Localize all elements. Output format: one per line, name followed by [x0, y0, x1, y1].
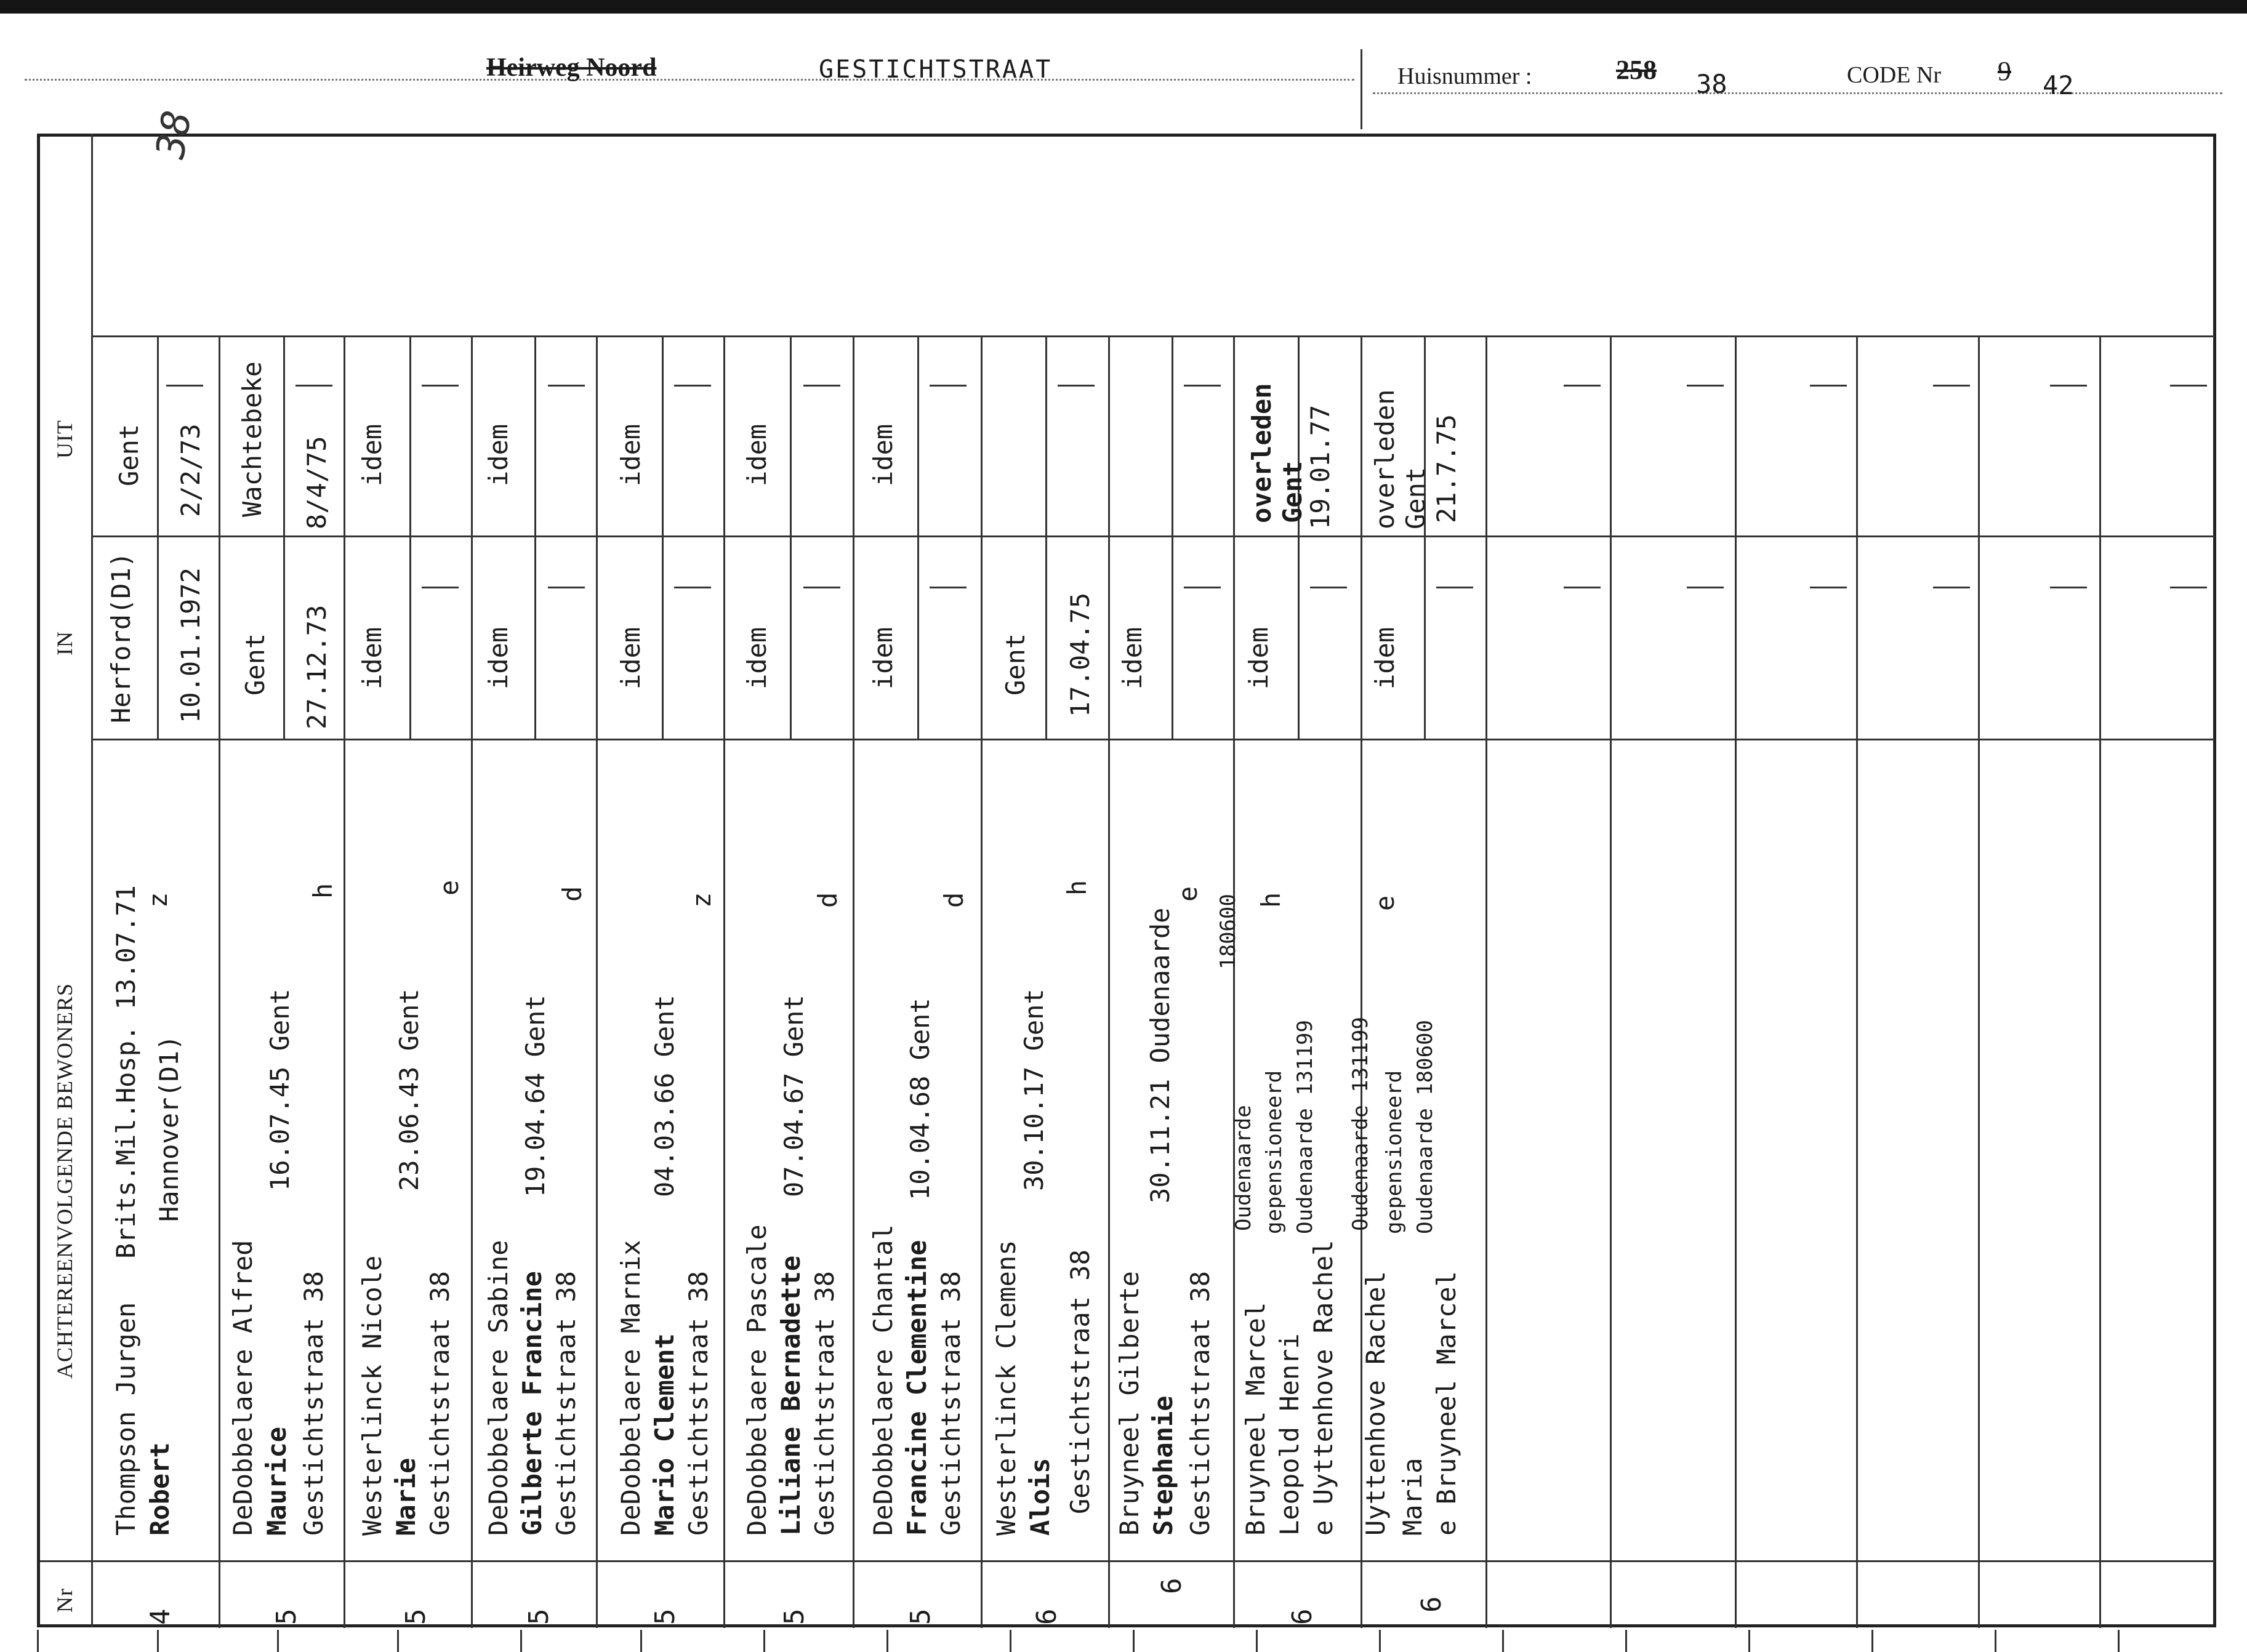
col-divider	[1856, 335, 1858, 1628]
col-divider	[981, 335, 983, 1628]
col-divider	[853, 335, 854, 1628]
resident-sex: h	[1256, 892, 1286, 908]
resident-name-line: Gestichtstraat 38	[551, 1271, 581, 1536]
in-place: Gent	[1000, 633, 1031, 696]
empty-date-dash	[674, 587, 711, 588]
col-divider	[471, 335, 473, 1628]
resident-sex: h	[1062, 880, 1092, 896]
resident-name-line: Stephanie	[1148, 1395, 1178, 1536]
entry-nr: 5	[271, 1608, 302, 1625]
empty-date-dash	[548, 587, 585, 588]
resident-detail-line: 10.04.68 Gent	[905, 998, 935, 1200]
entry-nr: 5	[400, 1608, 432, 1625]
resident-name-line: DeDobbelaere Pascale	[742, 1224, 772, 1536]
half-col-divider	[790, 335, 792, 739]
empty-date-dash	[803, 587, 840, 588]
entry-nr: 6	[1287, 1608, 1318, 1625]
resident-name-line: DeDobbelaere Alfred	[228, 1240, 258, 1536]
resident-name-line: Maria	[1397, 1458, 1428, 1536]
col-divider	[1735, 335, 1737, 1628]
resident-name-line: Westerlinck Clemens	[991, 1240, 1021, 1536]
half-col-divider	[283, 335, 285, 739]
resident-name-line: Gestichtstraat 38	[425, 1271, 455, 1536]
bottom-tick	[2118, 1630, 2120, 1652]
resident-sex: d	[813, 892, 843, 908]
bottom-tick	[1748, 1630, 1750, 1652]
resident-name-line: Maurice	[262, 1426, 292, 1536]
entry-nr: 5	[523, 1608, 555, 1625]
bottom-tick	[1995, 1630, 1996, 1652]
uit-place: Wachtebeke	[237, 361, 267, 517]
half-col-divider	[534, 335, 536, 739]
bottom-tick	[1379, 1630, 1381, 1652]
uit-date: 8/4/75	[302, 436, 332, 529]
code-old: 9	[1998, 56, 2011, 86]
resident-sex: z	[686, 892, 717, 908]
col-divider	[2099, 335, 2101, 1628]
empty-date-dash	[166, 385, 203, 387]
empty-date-dash	[2050, 587, 2087, 588]
resident-name-line: Gestichtstraat 38	[1185, 1271, 1215, 1536]
empty-date-dash	[1687, 587, 1724, 588]
huisnummer-old: 258	[1616, 55, 1657, 85]
resident-name-line: Robert	[145, 1442, 175, 1536]
bottom-tick	[640, 1630, 642, 1652]
col-divider	[723, 335, 725, 1628]
uit-place: idem	[742, 423, 772, 486]
half-col-divider	[409, 335, 411, 739]
resident-name-line: DeDobbelaere Chantal	[868, 1224, 898, 1536]
in-bewoners-line	[92, 739, 2215, 740]
in-place: idem	[868, 627, 898, 689]
uit-place: idem	[483, 423, 513, 486]
code-new: 42	[2043, 70, 2074, 100]
col-divider	[1233, 335, 1235, 1628]
resident-detail-line: 16.07.45 Gent	[265, 988, 295, 1191]
empty-date-dash	[422, 587, 459, 588]
resident-detail-line: Oudenaarde 131199	[1293, 1020, 1317, 1234]
in-place: Herford(D1)	[106, 551, 136, 723]
in-place: idem	[742, 627, 772, 689]
bottom-tick	[1256, 1630, 1258, 1652]
col-label-bewoners: ACHTEREENVOLGENDE BEWONERS	[52, 983, 77, 1379]
uit-date: 21.7.75	[1431, 414, 1461, 523]
header-dotted-line-right	[1373, 92, 2222, 94]
resident-detail-line: 180600	[1216, 894, 1240, 969]
resident-name-line: Bruyneel Gilberte	[1114, 1271, 1144, 1536]
empty-date-dash	[1810, 385, 1847, 387]
in-place: idem	[357, 627, 387, 689]
in-date: 17.04.75	[1065, 592, 1095, 717]
col-divider	[344, 335, 345, 1628]
entry-nr: 5	[779, 1608, 810, 1625]
resident-name-line: Alois	[1025, 1458, 1055, 1536]
empty-date-dash	[2170, 587, 2207, 588]
col-label-in: IN	[52, 631, 77, 656]
huisnummer-new: 38	[1696, 69, 1727, 99]
half-col-divider	[157, 335, 159, 739]
entry-nr: 6	[1031, 1608, 1063, 1625]
col-label-nr: Nr	[52, 1588, 77, 1613]
empty-date-dash	[2170, 385, 2207, 387]
bottom-tick	[37, 1630, 39, 1652]
resident-sex: z	[143, 892, 173, 908]
resident-name-line: Gestichtstraat 38	[683, 1271, 713, 1536]
bottom-tick	[1133, 1630, 1135, 1652]
huisnummer-label: Huisnummer :	[1397, 63, 1532, 89]
uit-place: overleden Gent	[1370, 389, 1431, 529]
code-label: CODE Nr	[1847, 62, 1942, 88]
resident-sex: e	[434, 880, 464, 896]
bottom-tick	[1625, 1630, 1627, 1652]
entry-nr: 6	[1156, 1578, 1188, 1594]
resident-detail-line: 07.04.67 Gent	[779, 995, 809, 1197]
resident-sex: e	[1173, 886, 1203, 902]
bottom-tick	[1871, 1630, 1873, 1652]
resident-sex: d	[557, 886, 587, 902]
in-place: idem	[483, 627, 513, 689]
resident-detail-line: 30.11.21 Oudenaarde	[1145, 907, 1175, 1203]
uit-date: 19.01.77	[1305, 404, 1335, 529]
resident-detail-line: Brits.Mil.Hosp. 13.07.71	[111, 885, 141, 1259]
resident-sex: d	[939, 892, 969, 908]
header-divider	[1361, 49, 1362, 129]
col-divider	[1610, 335, 1612, 1628]
resident-name-line: Gestichtstraat 38	[299, 1271, 329, 1536]
col-label-uit: UIT	[52, 420, 77, 459]
in-place: idem	[1117, 627, 1148, 689]
resident-name-line: Marie	[391, 1458, 421, 1536]
in-place: Gent	[240, 633, 270, 696]
resident-name-line: Mario Clement	[649, 1333, 680, 1536]
in-place: idem	[1370, 627, 1400, 689]
empty-date-dash	[930, 385, 967, 387]
empty-date-dash	[1436, 587, 1473, 588]
in-place: idem	[1244, 627, 1274, 689]
header-dotted-line	[25, 79, 1354, 81]
scan-top-edge	[0, 0, 2247, 14]
entry-nr: 5	[905, 1608, 936, 1625]
bottom-tick	[157, 1630, 159, 1652]
col-divider	[596, 335, 598, 1628]
empty-date-dash	[1810, 587, 1847, 588]
empty-date-dash	[1184, 587, 1221, 588]
resident-detail-line: 19.04.64 Gent	[520, 995, 550, 1197]
resident-name-line: DeDobbelaere Marnix	[616, 1240, 646, 1536]
street-name-old: Heirweg Noord	[486, 54, 657, 82]
resident-name-line: Gestichtstraat 38	[810, 1271, 840, 1536]
resident-name-line: DeDobbelaere Sabine	[483, 1240, 513, 1536]
label-column-divider	[91, 134, 93, 1627]
bottom-tick	[763, 1630, 765, 1652]
empty-date-dash	[422, 385, 459, 387]
empty-date-dash	[1933, 587, 1970, 588]
in-place: idem	[616, 627, 646, 689]
empty-date-dash	[548, 385, 585, 387]
bottom-tick	[520, 1630, 522, 1652]
resident-name-line: Bruyneel Marcel	[1240, 1302, 1271, 1536]
resident-detail-line: Oudenaarde 180600	[1413, 1020, 1437, 1234]
bottom-tick	[1010, 1630, 1011, 1652]
entry-nr: 4	[145, 1608, 176, 1625]
empty-date-dash	[674, 385, 711, 387]
resident-name-line: Uyttenhove Rachel	[1361, 1271, 1391, 1536]
margin-note: 38	[148, 107, 201, 162]
street-name-new: GESTICHTSTRAAT	[819, 55, 1053, 84]
resident-name-line: Francine Clementine	[902, 1240, 932, 1536]
resident-detail-line: 04.03.66 Gent	[649, 995, 680, 1197]
resident-detail-line: gepensioneerd	[1382, 1070, 1407, 1234]
empty-date-dash	[1058, 385, 1095, 387]
resident-detail-line: 23.06.43 Gent	[394, 988, 424, 1191]
uit-place: overleden Gent	[1247, 383, 1308, 523]
empty-date-dash	[1310, 587, 1347, 588]
resident-name-line: Liliane Bernadette	[776, 1255, 806, 1536]
resident-detail-line: gepensioneerd	[1262, 1070, 1287, 1234]
resident-name-line: Leopold Henri	[1274, 1333, 1304, 1536]
col-divider	[219, 335, 220, 1628]
empty-date-dash	[1184, 385, 1221, 387]
uit-place: Gent	[114, 423, 144, 486]
resident-detail-line: 30.10.17 Gent	[1019, 988, 1049, 1191]
resident-detail-line: Oudenaarde	[1231, 1105, 1256, 1231]
col-divider	[1108, 335, 1110, 1628]
resident-name-line: e Uyttenhove Rachel	[1308, 1240, 1338, 1536]
empty-date-dash	[295, 385, 332, 387]
resident-name-line: Gilberte Francine	[517, 1271, 547, 1536]
half-col-divider	[917, 335, 919, 739]
empty-date-dash	[2050, 385, 2087, 387]
half-col-divider	[1172, 335, 1173, 739]
bottom-tick	[397, 1630, 399, 1652]
uit-date: 2/2/73	[175, 423, 206, 517]
empty-date-dash	[1933, 385, 1970, 387]
half-col-divider	[1045, 335, 1047, 739]
entry-nr: 5	[649, 1608, 681, 1625]
half-col-divider	[662, 335, 664, 739]
entry-nr: 6	[1416, 1596, 1447, 1613]
resident-name-line: Thompson Jurgen	[111, 1302, 141, 1536]
empty-date-dash	[1687, 385, 1724, 387]
bewoners-nr-line	[40, 1560, 2215, 1562]
resident-detail-line: Oudenaarde 131199	[1348, 1017, 1373, 1231]
in-date: 27.12.73	[302, 604, 332, 729]
in-date: 10.01.1972	[175, 567, 206, 723]
resident-detail-line: Hannover(D1)	[154, 1035, 184, 1222]
resident-sex: e	[1370, 895, 1400, 911]
empty-date-dash	[930, 587, 967, 588]
resident-name-line: Westerlinck Nicole	[357, 1255, 387, 1536]
col-divider	[1978, 335, 1980, 1628]
resident-name-line: Gestichtstraat 38	[1065, 1249, 1095, 1514]
resident-sex: h	[308, 883, 338, 899]
uit-place: idem	[868, 423, 898, 486]
empty-date-dash	[1564, 385, 1601, 387]
empty-date-dash	[803, 385, 840, 387]
bottom-tick	[1502, 1630, 1504, 1652]
resident-name-line: e Bruyneel Marcel	[1431, 1271, 1461, 1536]
bottom-tick	[886, 1630, 888, 1652]
bottom-tick	[277, 1630, 279, 1652]
resident-name-line: Gestichtstraat 38	[936, 1271, 966, 1536]
empty-date-dash	[1564, 587, 1601, 588]
uit-place: idem	[616, 423, 646, 486]
col-divider	[1485, 335, 1487, 1628]
uit-place: idem	[357, 423, 387, 486]
